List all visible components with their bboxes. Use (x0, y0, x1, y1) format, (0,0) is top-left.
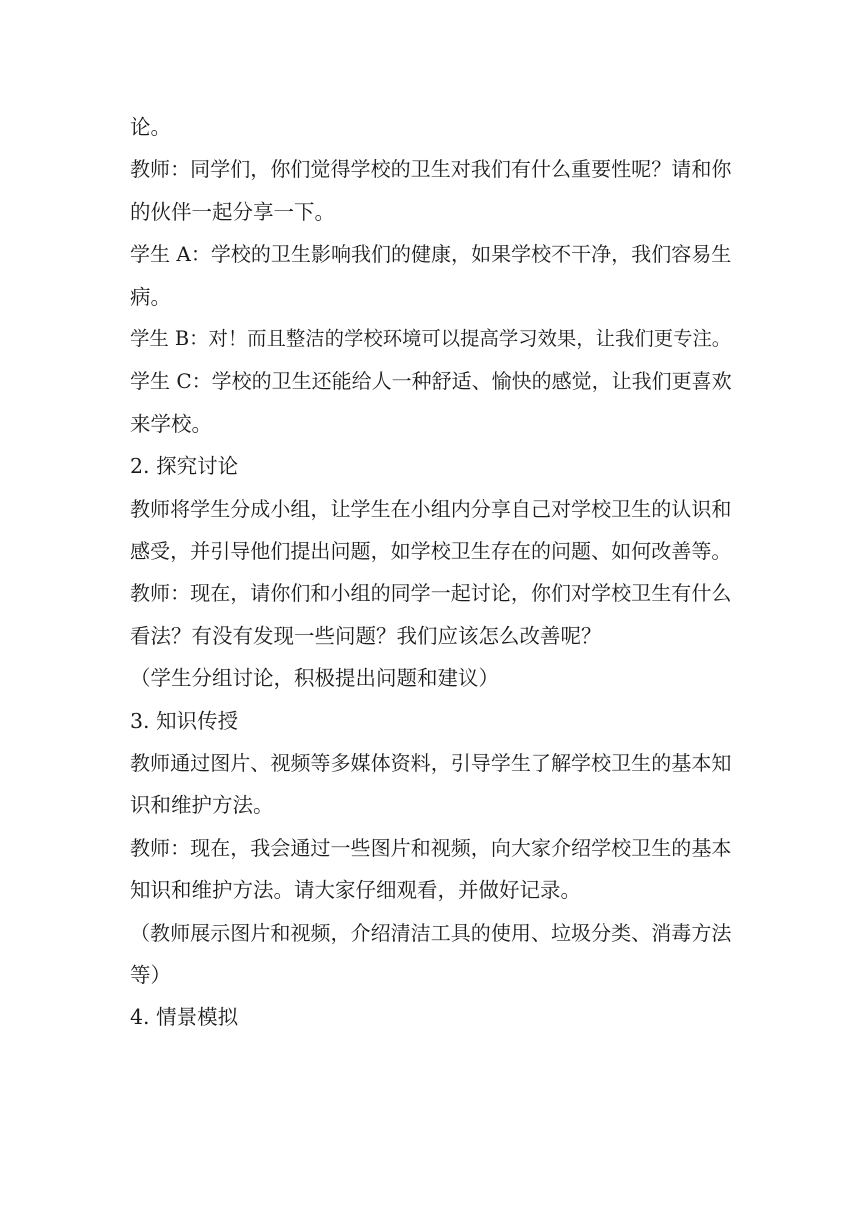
text-line: 的伙伴一起分享一下。 (130, 199, 335, 224)
section-heading: 2. 探究讨论 (130, 454, 239, 479)
text-line: 知识和维护方法。请大家仔细观看，并做好记录。 (130, 878, 581, 903)
text-line: 教师将学生分成小组，让学生在小组内分享自己对学校卫生的认识和 (130, 496, 732, 521)
text-line: 病。 (130, 284, 171, 309)
text-line: 教师：现在，请你们和小组的同学一起讨论，你们对学校卫生有什么 (130, 581, 732, 606)
section-heading: 4. 情景模拟 (130, 1005, 239, 1030)
text-line: 学生 C：学校的卫生还能给人一种舒适、愉快的感觉，让我们更喜欢 (130, 369, 732, 394)
text-line: （教师展示图片和视频，介绍清洁工具的使用、垃圾分类、消毒方法 (130, 920, 732, 945)
text-line: 教师：同学们，你们觉得学校的卫生对我们有什么重要性呢？请和你 (130, 157, 732, 182)
text-line: 看法？有没有发现一些问题？我们应该怎么改善呢？ (130, 623, 602, 648)
section-heading: 3. 知识传授 (130, 708, 239, 733)
text-line: 论。 (130, 115, 171, 139)
text-line: 来学校。 (130, 411, 212, 436)
text-line: 学生 A：学校的卫生影响我们的健康，如果学校不干净，我们容易生 (130, 242, 732, 267)
text-line: 感受，并引导他们提出问题，如学校卫生存在的问题、如何改善等。 (130, 539, 732, 563)
text-line: 等） (130, 963, 171, 987)
text-line: （学生分组讨论，积极提出问题和建议） (130, 666, 499, 691)
text-line: 识和维护方法。 (130, 793, 274, 818)
text-line: 学生 B：对！而且整洁的学校环境可以提高学习效果，让我们更专注。 (130, 327, 732, 350)
text-line: 教师通过图片、视频等多媒体资料，引导学生了解学校卫生的基本知 (130, 751, 732, 775)
text-line: 教师：现在，我会通过一些图片和视频，向大家介绍学校卫生的基本 (130, 835, 732, 860)
